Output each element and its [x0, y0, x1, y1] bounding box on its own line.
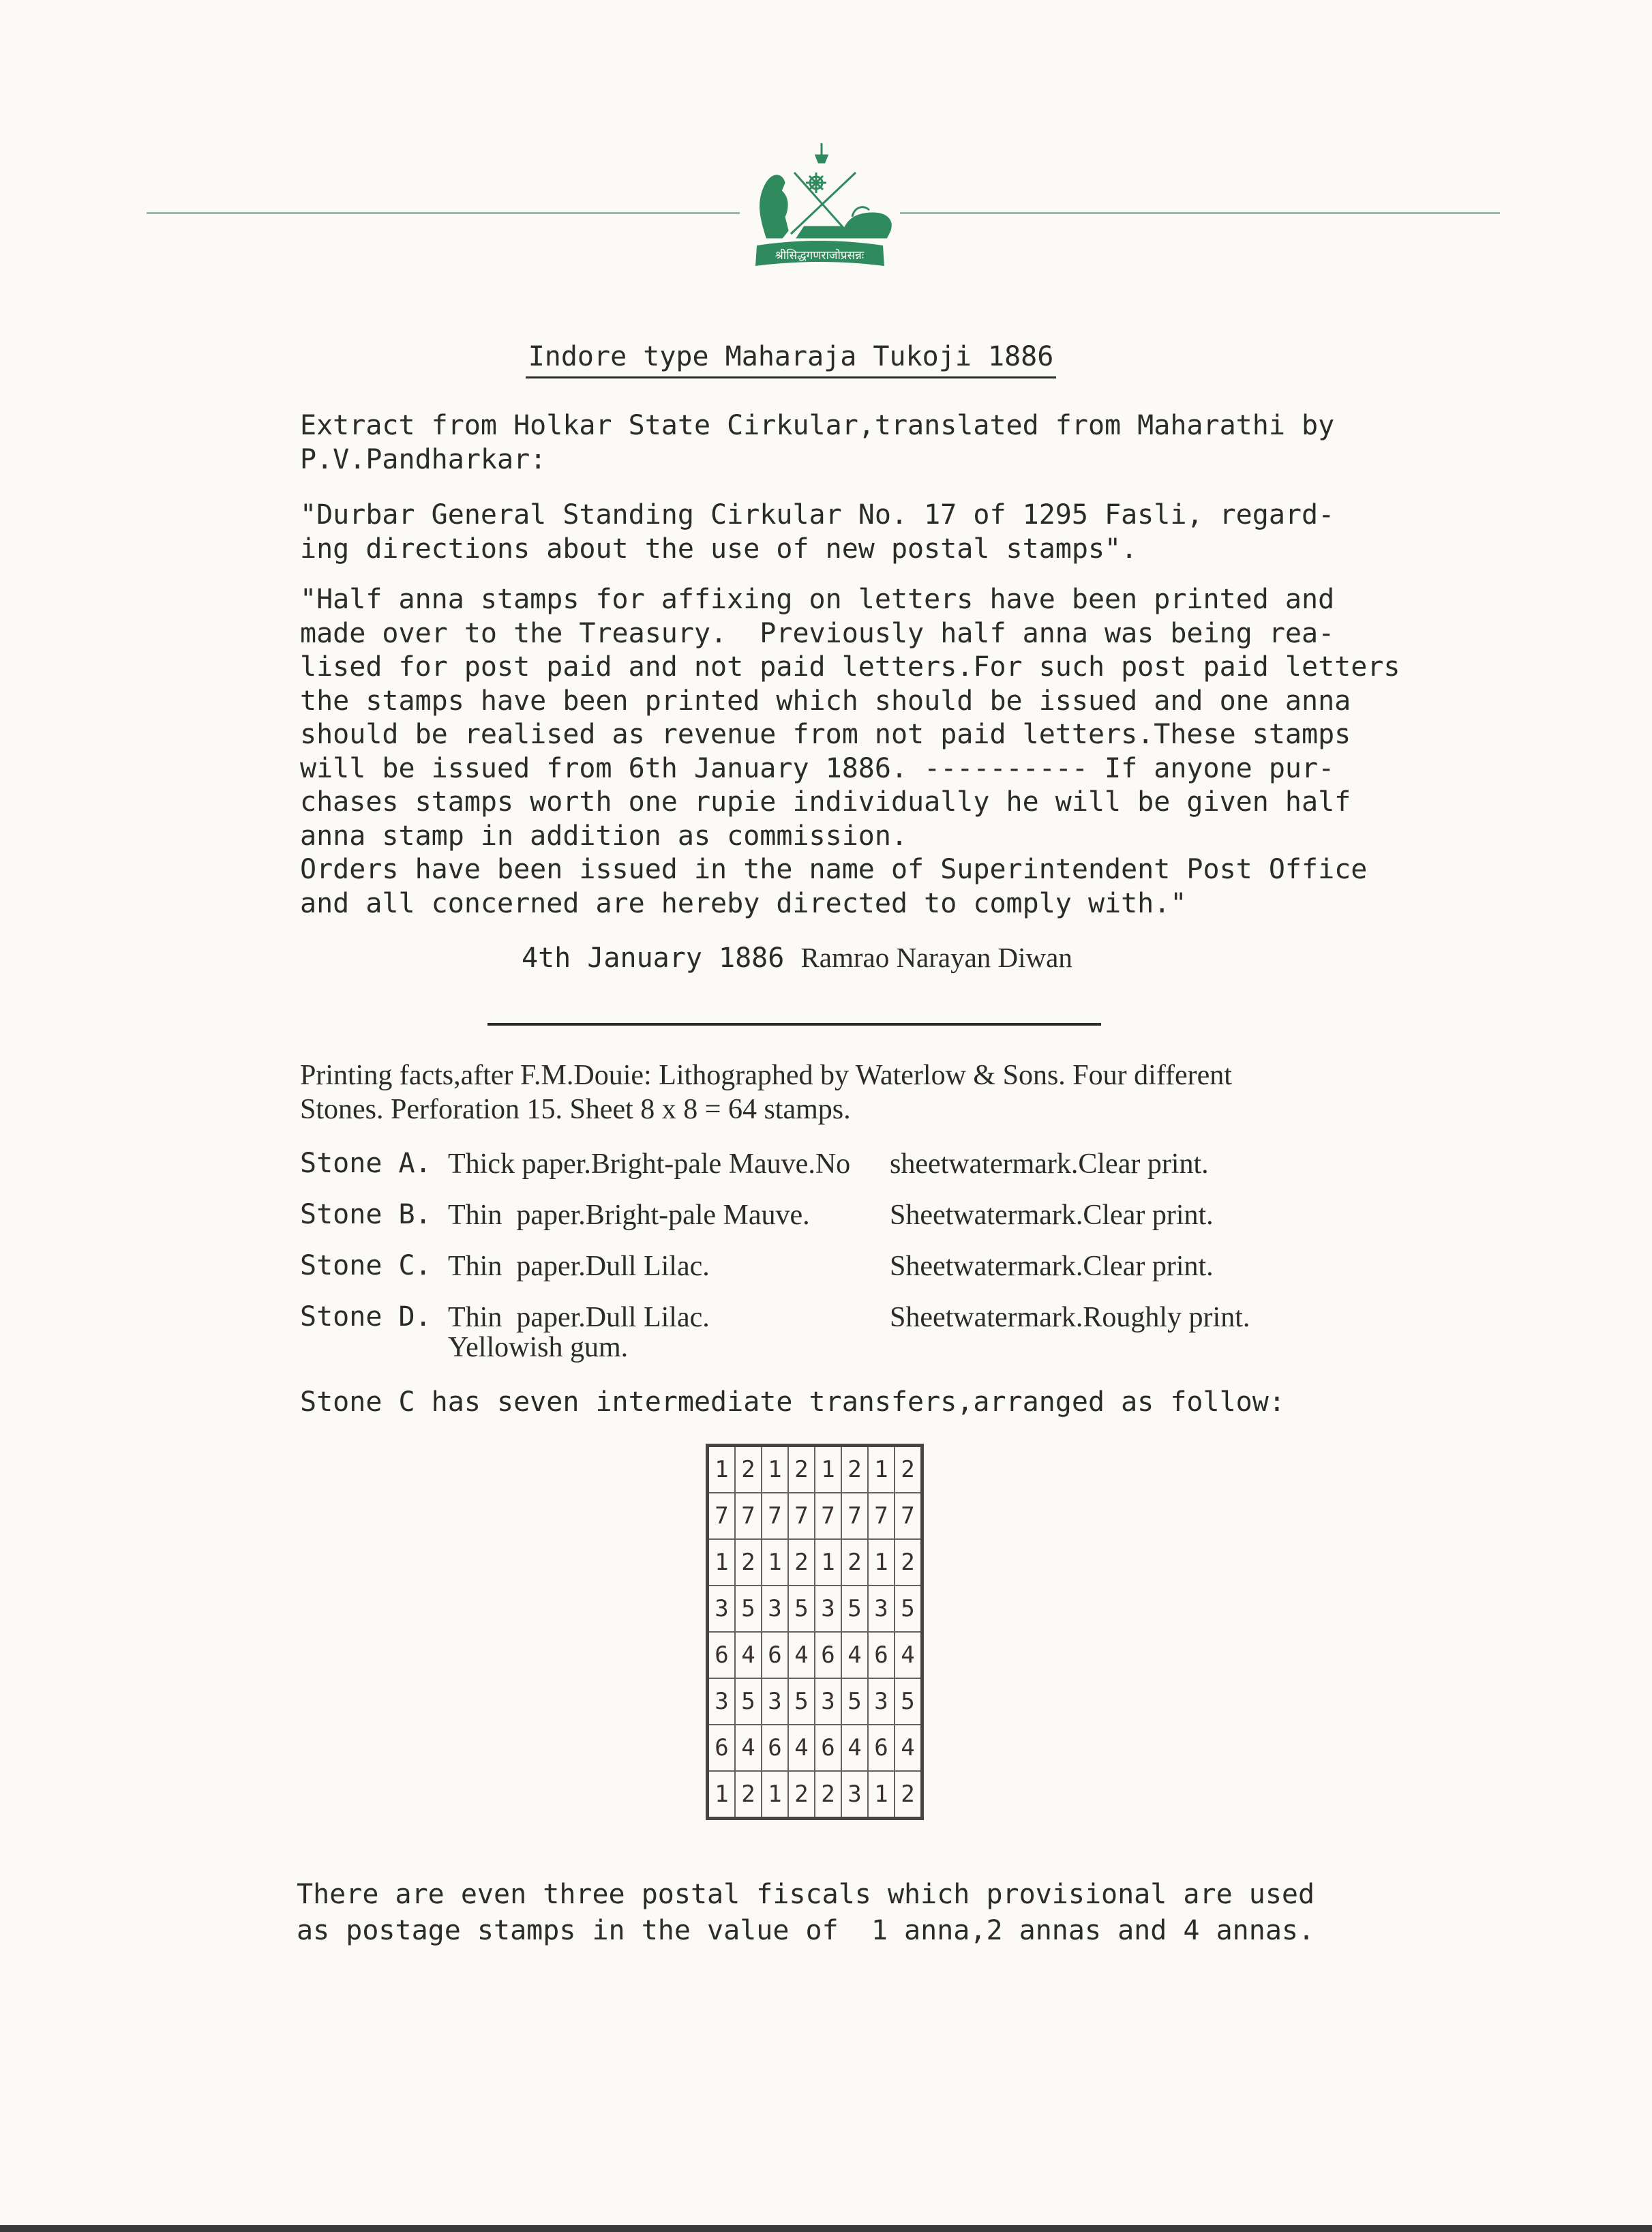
text-line: will be issued from 6th January 1886. ---------- If anyone pur-: [300, 752, 1335, 784]
transfer-grid-cell: 7: [708, 1493, 736, 1539]
transfer-grid-cell: 2: [735, 1539, 762, 1586]
transfer-grid-cell: 6: [762, 1725, 788, 1771]
text-line: "Half anna stamps for affixing on letters have been printed and: [300, 584, 1335, 615]
crest-motto: श्रीसिद्धगणराजोप्रसन्नः: [775, 249, 865, 263]
transfer-grid-cell: 1: [815, 1446, 841, 1493]
transfer-grid-cell: 5: [735, 1678, 762, 1725]
transfer-grid-cell: 7: [762, 1493, 788, 1539]
text-line: Extract from Holkar State Cirkular,translated from Maharathi by: [300, 410, 1335, 441]
transfer-grid-cell: 1: [762, 1771, 788, 1819]
stone-label: Stone B.: [300, 1199, 432, 1230]
transfer-grid-row: [708, 1678, 922, 1725]
transfer-grid-cell: 4: [735, 1632, 762, 1678]
signature-date: 4th January 1886: [522, 942, 785, 974]
transfer-grid-cell: 5: [895, 1586, 922, 1632]
transfer-grid-cell: 4: [841, 1632, 868, 1678]
transfer-grid-cell: 1: [762, 1446, 788, 1493]
transfer-grid-cell: 3: [708, 1678, 736, 1725]
transfer-grid-cell: 1: [868, 1446, 895, 1493]
transfer-grid-cell: 2: [735, 1771, 762, 1819]
transfer-grid-cell: 2: [735, 1446, 762, 1493]
text-line: should be realised as revenue from not paid letters.These stamps: [300, 719, 1351, 750]
text-line: "Durbar General Standing Cirkular No. 17 of 1295 Fasli, regard-: [300, 499, 1335, 531]
transfer-grid-cell: 1: [708, 1771, 736, 1819]
transfer-grid-cell: 2: [895, 1539, 922, 1586]
stone-extra-note: Yellowish gum.: [448, 1332, 629, 1363]
transfer-grid-cell: 1: [708, 1539, 736, 1586]
text-line: made over to the Treasury. Previously half anna was being rea-: [300, 617, 1335, 649]
transfer-grid-cell: 1: [708, 1446, 736, 1493]
transfer-grid-cell: 4: [788, 1632, 815, 1678]
transfer-grid-cell: 2: [815, 1771, 841, 1819]
transfer-grid-cell: 4: [895, 1632, 922, 1678]
transfer-grid-cell: 2: [841, 1446, 868, 1493]
transfer-grid-cell: 6: [868, 1632, 895, 1678]
page-title: [0, 341, 1582, 372]
transfer-grid-cell: 1: [815, 1539, 841, 1586]
transfer-grid-cell: 2: [788, 1771, 815, 1819]
text-line: chases stamps worth one rupie individually he will be given half: [300, 786, 1351, 818]
transfer-grid-table: [706, 1444, 924, 1820]
transfer-grid-row: [708, 1539, 922, 1586]
intro-paragraph: [300, 409, 1364, 477]
stone-paper: Thin paper.Dull Lilac.: [448, 1302, 710, 1333]
transfer-grid-cell: 7: [841, 1493, 868, 1539]
transfer-grid-cell: 5: [735, 1586, 762, 1632]
transfer-grid-cell: 6: [708, 1632, 736, 1678]
text-line: ing directions about the use of new postal stamps".: [300, 533, 1138, 565]
transfer-grid-cell: 4: [895, 1725, 922, 1771]
transfer-grid-cell: 1: [762, 1539, 788, 1586]
transfer-grid-cell: 1: [868, 1539, 895, 1586]
stone-label: Stone A.: [300, 1148, 432, 1179]
circular-title-quote: [300, 499, 1364, 566]
closing-paragraph: [297, 1877, 1315, 1949]
stone-paper: Thin paper.Dull Lilac.: [448, 1251, 710, 1282]
transfer-grid-cell: 3: [762, 1678, 788, 1725]
transfer-grid-cell: 7: [735, 1493, 762, 1539]
section-divider: [487, 1023, 1101, 1026]
text-line: P.V.Pandharkar:: [300, 443, 547, 475]
page-title-text: Indore type Maharaja Tukoji 1886: [526, 341, 1057, 378]
transfer-grid-cell: 6: [868, 1725, 895, 1771]
transfer-grid-cell: 3: [868, 1678, 895, 1725]
transfer-grid-cell: 6: [708, 1725, 736, 1771]
transfer-grid-cell: 4: [735, 1725, 762, 1771]
transfer-grid-cell: 6: [815, 1725, 841, 1771]
signature-line: [522, 941, 1072, 974]
stone-paper: Thick paper.Bright-pale Mauve.No: [448, 1148, 851, 1180]
transfer-grid-cell: 2: [788, 1539, 815, 1586]
transfer-grid-cell: 2: [895, 1446, 922, 1493]
transfer-grid-body: [708, 1446, 922, 1819]
transfer-grid-cell: 2: [841, 1539, 868, 1586]
transfer-grid-row: [708, 1446, 922, 1493]
transfer-grid-cell: 5: [788, 1586, 815, 1632]
transfer-grid-cell: 5: [788, 1678, 815, 1725]
transfer-grid-cell: 3: [815, 1678, 841, 1725]
transfer-grid-row: [708, 1632, 922, 1678]
transfer-grid-cell: 4: [788, 1725, 815, 1771]
scan-edge-shadow: [0, 2225, 1652, 2232]
transfer-grid-cell: 2: [895, 1771, 922, 1819]
transfer-grid-row: [708, 1771, 922, 1819]
stone-watermark: Sheetwatermark.Clear print.: [890, 1251, 1214, 1282]
stone-watermark: Sheetwatermark.Clear print.: [890, 1200, 1214, 1231]
transfer-grid-cell: 3: [815, 1586, 841, 1632]
circular-body-quote: [300, 583, 1400, 921]
transfer-grid-cell: 7: [788, 1493, 815, 1539]
transfer-grid-row: [708, 1586, 922, 1632]
text-line: There are even three postal fiscals which provisional are used: [297, 1879, 1315, 1910]
header-rule-right: [900, 212, 1500, 214]
text-line: as postage stamps in the value of 1 anna,2 annas and 4 annas.: [297, 1915, 1315, 1946]
header-rule-left: [147, 212, 740, 214]
holkar-crest-emblem: [740, 142, 900, 271]
transfer-grid-cell: 3: [841, 1771, 868, 1819]
transfer-grid-row: [708, 1493, 922, 1539]
text-line: and all concerned are hereby directed to comply with.": [300, 887, 1187, 919]
text-line: lised for post paid and not paid letters.For such post paid letters: [300, 651, 1400, 683]
transfer-grid-cell: 5: [841, 1678, 868, 1725]
transfer-grid-cell: 7: [895, 1493, 922, 1539]
transfer-grid-cell: 1: [868, 1771, 895, 1819]
stone-watermark: sheetwatermark.Clear print.: [890, 1148, 1209, 1180]
text-line: the stamps have been printed which should be issued and one anna: [300, 685, 1351, 717]
transfer-grid-cell: 6: [762, 1632, 788, 1678]
text-line: Orders have been issued in the name of Superintendent Post Office: [300, 854, 1368, 885]
signature-name: Ramrao Narayan Diwan: [800, 942, 1072, 973]
transfer-grid-cell: 7: [815, 1493, 841, 1539]
printing-facts: [300, 1058, 1391, 1127]
text-line: Printing facts,after F.M.Douie: Lithographed by Waterlow & Sons. Four different: [300, 1060, 1232, 1091]
transfers-intro: Stone C has seven intermediate transfers,arranged as follow:: [300, 1386, 1285, 1418]
text-line: anna stamp in addition as commission.: [300, 820, 908, 852]
stone-label: Stone D.: [300, 1301, 432, 1333]
stone-label: Stone C.: [300, 1250, 432, 1281]
stone-watermark: Sheetwatermark.Roughly print.: [890, 1302, 1250, 1333]
transfer-grid-cell: 4: [841, 1725, 868, 1771]
transfer-grid-cell: 5: [841, 1586, 868, 1632]
transfer-grid-cell: 5: [895, 1678, 922, 1725]
stone-paper: Thin paper.Bright-pale Mauve.: [448, 1200, 810, 1231]
transfer-grid-cell: 3: [868, 1586, 895, 1632]
transfer-grid-row: [708, 1725, 922, 1771]
transfer-grid-cell: 3: [762, 1586, 788, 1632]
transfer-grid-cell: 7: [868, 1493, 895, 1539]
transfer-grid-cell: 2: [788, 1446, 815, 1493]
transfer-grid-cell: 6: [815, 1632, 841, 1678]
transfer-grid-cell: 3: [708, 1586, 736, 1632]
text-line: Stones. Perforation 15. Sheet 8 x 8 = 64 stamps.: [300, 1094, 851, 1125]
